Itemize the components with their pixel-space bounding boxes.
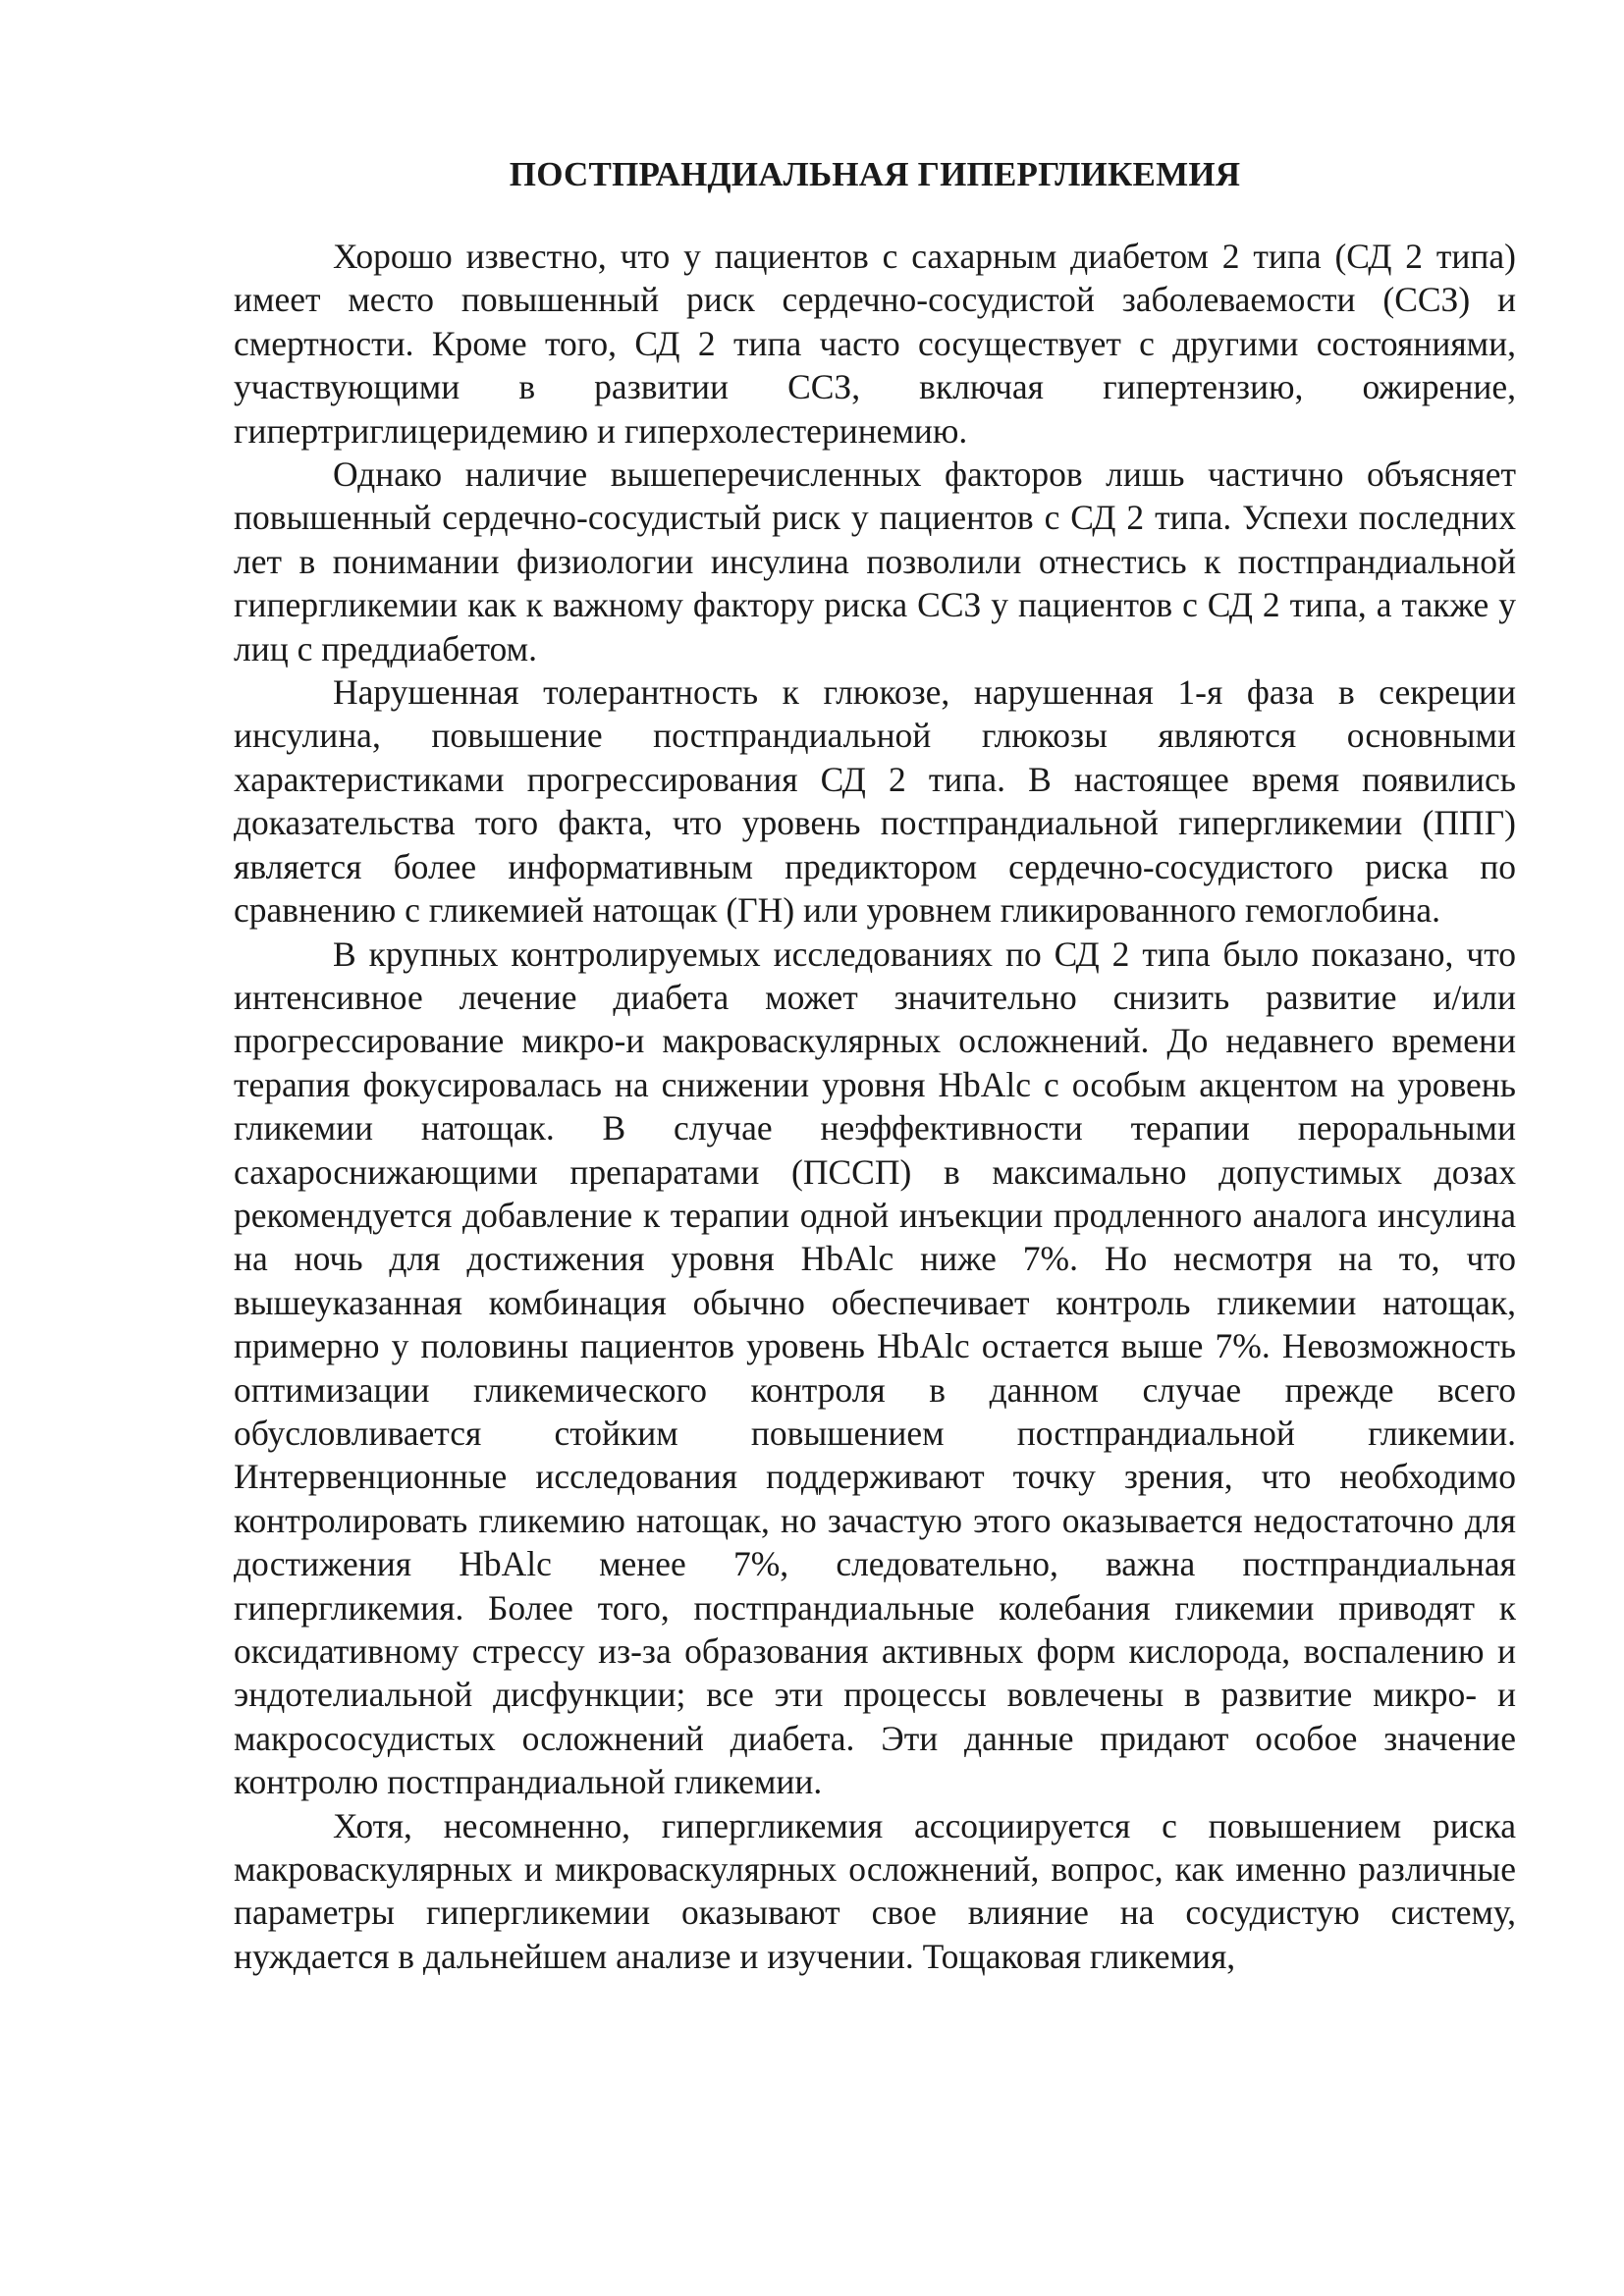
paragraph-2: Однако наличие вышеперечисленных факторов лишь частично объясняет повышенный сердечно-сосудистый риск у пациентов с СД 2 типа. Успехи последних лет в понимании физиологии инсулина позволили отнестись к постпрандиальной гипергликемии как к важному фактору риска ССЗ у пациентов с СД 2 типа, а также у лиц с преддиабетом. xyxy=(234,454,1516,668)
page-title: ПОСТПРАНДИАЛЬНАЯ ГИПЕРГЛИКЕМИЯ xyxy=(509,155,1241,193)
paragraph-1: Хорошо известно, что у пациентов с сахарным диабетом 2 типа (СД 2 типа) имеет место повышенный риск сердечно-сосудистой заболеваемости (ССЗ) и смертности. Кроме того, СД 2 типа часто сосуществует с другими состояниями, участвующими в развитии ССЗ, включая гипертензию, ожирение, гипертриглицеридемию и гиперхолестеринемию. xyxy=(234,237,1516,451)
paragraph-3: Нарушенная толерантность к глюкозе, нарушенная 1-я фаза в секреции инсулина, повышение постпрандиальной глюкозы являются основными характеристиками прогрессирования СД 2 типа. В настоящее время появились доказательства того факта, что уровень постпрандиальной гипергликемии (ППГ) является более информативным предиктором сердечно-сосудистого риска по сравнению с гликемией натощак (ГН) или уровнем гликированного гемоглобина. xyxy=(234,672,1516,931)
paragraph-5: Хотя, несомненно, гипергликемия ассоциируется с повышением риска макроваскулярных и микроваскулярных осложнений, вопрос, как именно различные параметры гипергликемии оказывают свое влияние на сосудистую систему, нуждается в дальнейшем анализе и изучении. Тощаковая гликемия, xyxy=(234,1805,1516,1976)
document-page xyxy=(234,147,1516,1978)
paragraph-4: В крупных контролируемых исследованиях по СД 2 типа было показано, что интенсивное лечение диабета может значительно снизить развитие и/или прогрессирование микро-и макроваскулярных осложнений. До недавнего времени терапия фокусировалась на снижении уровня HbAlc с особым акцентом на уровень гликемии натощак. В случае неэффективности терапии пероральными сахароснижающими препаратами (ПССП) в максимально допустимых дозах рекомендуется добавление к терапии одной инъекции продленного аналога инсулина на ночь для достижения уровня HbAlc ниже 7%. Но несмотря на то, что вышеуказанная комбинация обычно обеспечивает контроль гликемии натощак, примерно у половины пациентов уровень HbAlc остается выше 7%. Невозможность оптимизации гликемического контроля в данном случае прежде всего обусловливается стойким повышением постпрандиальной гликемии. Интервенционные исследования поддерживают точку зрения, что необходимо контролировать гликемию натощак, но зачастую этого оказывается недостаточно для достижения HbAlc менее 7%, следовательно, важна постпрандиальная гипергликемия. Более того, постпрандиальные колебания гликемии приводят к оксидативному стрессу из-за образования активных форм кислорода, воспалению и эндотелиальной дисфункции; все эти процессы вовлечены в развитие микро- и макрососудистых осложнений диабета. Эти данные придают особое значение контролю постпрандиальной гликемии. xyxy=(234,934,1516,1802)
